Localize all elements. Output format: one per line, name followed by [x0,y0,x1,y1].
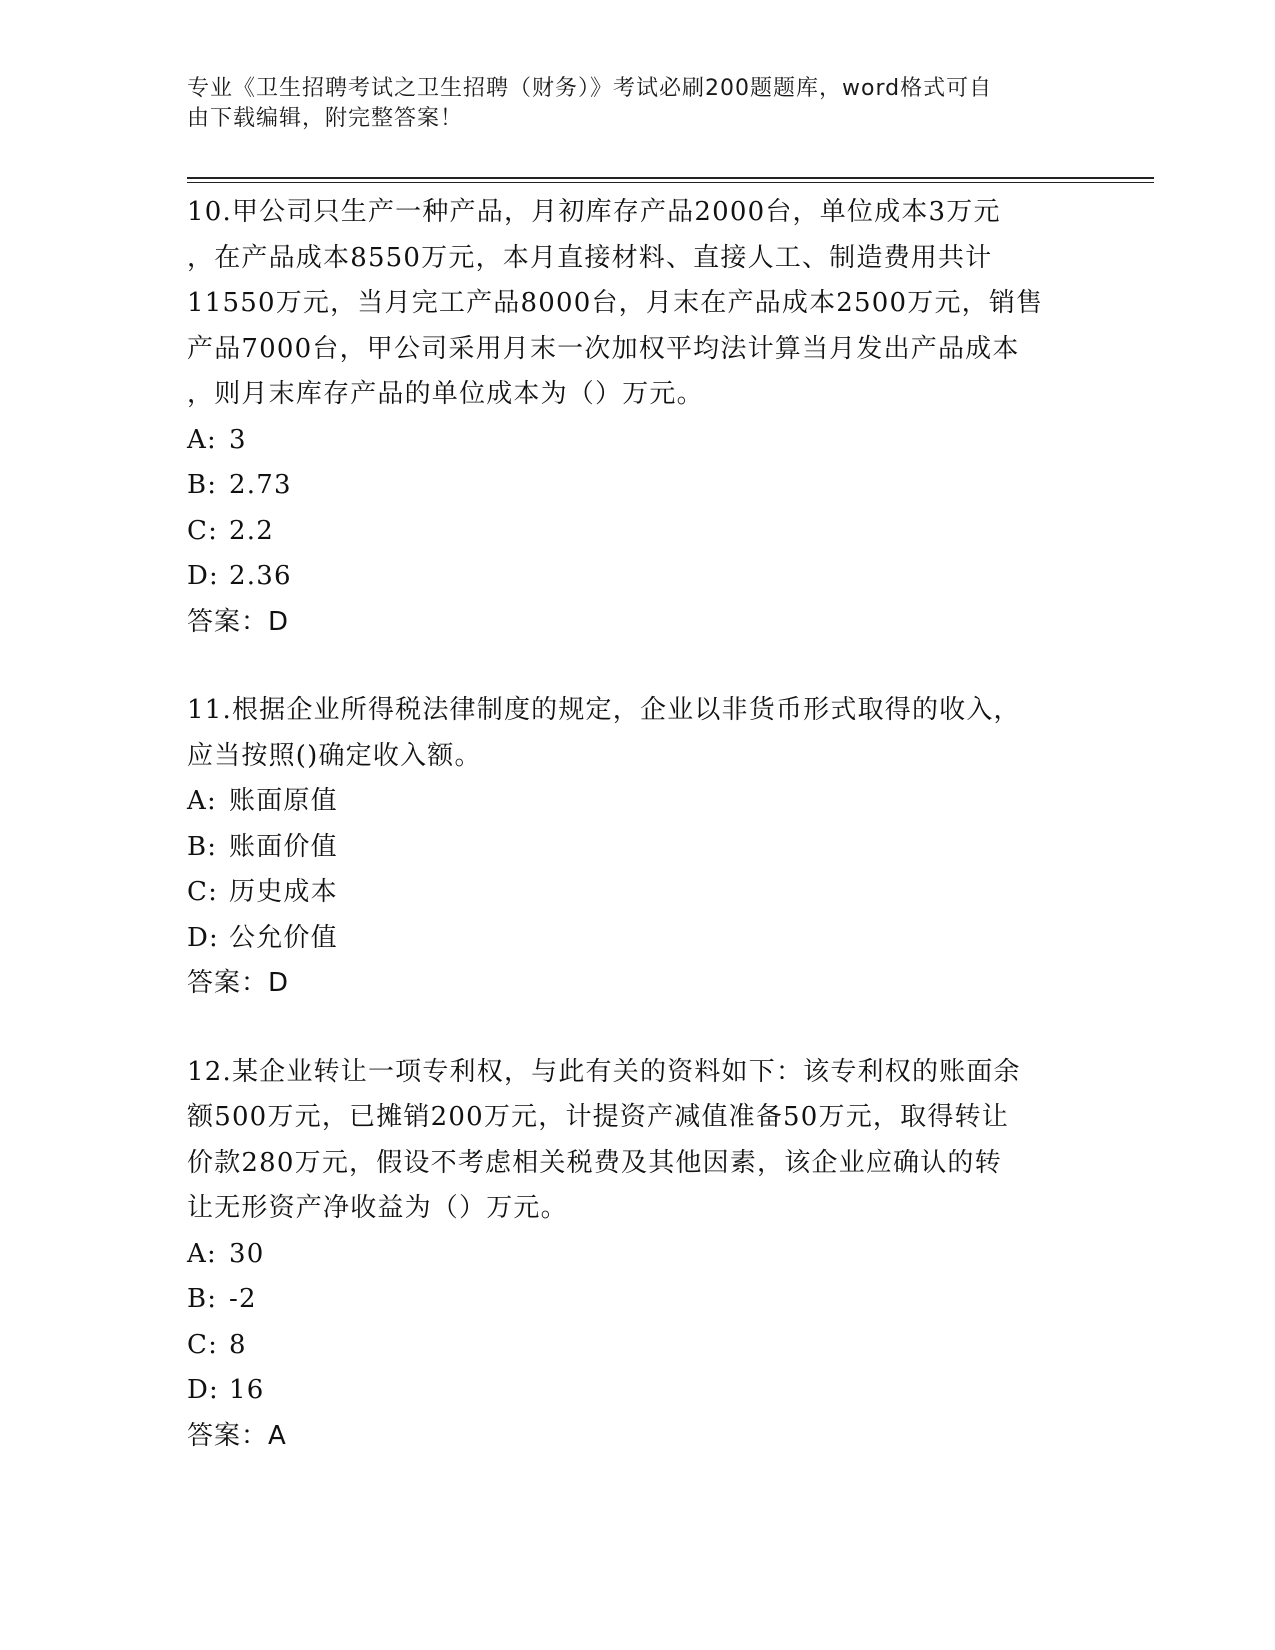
document-header [187,74,1067,134]
option-text: 2.2 [229,515,274,546]
option-b [187,1277,1087,1323]
option-letter: C: [187,877,219,907]
question-list [187,190,1087,1459]
question-12 [187,1050,1087,1460]
option-d [187,1368,1087,1414]
question-text-line: 额500万元，已摊销200万元，计提资产减值准备50万元，取得转让 [187,1102,1009,1132]
option-letter: D: [187,561,220,591]
question-text-line: ，在产品成本8550万元，本月直接材料、直接人工、制造费用共计 [187,242,993,273]
option-text: -2 [229,1284,257,1314]
question-text-line: 10.甲公司只生产一种产品，月初库存产品2000台，单位成本3万元 [187,197,1001,227]
question-text-line: 产品7000台，甲公司采用月末一次加权平均法计算当月发出产品成本 [187,333,1020,364]
option-c [187,509,1087,555]
option-letter: D: [187,922,220,953]
option-text: 2.73 [229,470,292,500]
question-text-line: 12.某企业转让一项专利权，与此有关的资料如下：该专利权的账面余 [187,1056,1021,1087]
option-a [187,1232,1087,1278]
answer-label: 答案：D [187,606,290,637]
option-letter: D: [187,1375,220,1405]
option-text: 账面原值 [229,786,338,816]
option-letter: C: [187,1329,219,1360]
header-line-2: 由下载编辑，附完整答案！ [187,106,464,131]
option-letter: B: [187,1284,218,1314]
option-text: 账面价值 [229,831,338,862]
answer-label: 答案：A [187,1420,287,1451]
option-b [187,825,1087,871]
question-text-line: 11.根据企业所得税法律制度的规定，企业以非货币形式取得的收入， [187,695,1021,725]
option-letter: B: [187,831,218,862]
option-text: 16 [229,1375,265,1405]
option-letter: A: [187,786,217,816]
answer-label: 答案：D [187,968,290,998]
option-letter: A: [187,1238,217,1269]
option-text: 30 [229,1238,265,1269]
question-text-line: 价款280万元，假设不考虑相关税费及其他因素，该企业应确认的转 [187,1147,1002,1178]
option-text: 3 [229,424,247,455]
option-text: 历史成本 [229,877,338,907]
option-letter: A: [187,424,217,455]
option-letter: C: [187,515,219,546]
option-text: 公允价值 [229,922,338,953]
header-divider-thin [187,182,1154,183]
option-d [187,554,1087,600]
option-b [187,463,1087,509]
option-c [187,1323,1087,1369]
question-text-line: ，则月末库存产品的单位成本为（）万元。 [187,379,704,409]
question-text-line: 应当按照()确定收入额。 [187,740,482,771]
question-text-line: 11550万元，当月完工产品8000台，月末在产品成本2500万元，销售 [187,288,1044,318]
header-line-1: 专业《卫生招聘考试之卫生招聘（财务）》考试必刷200题题库，word格式可自 [187,76,993,101]
option-a [187,779,1087,825]
option-a [187,418,1087,464]
question-10 [187,190,1087,645]
question-11 [187,688,1087,1007]
header-divider-thick [187,177,1154,179]
option-letter: B: [187,470,218,500]
option-text: 8 [229,1329,247,1360]
option-text: 2.36 [229,561,292,591]
option-d [187,916,1087,962]
question-text-line: 让无形资产净收益为（）万元。 [187,1193,568,1223]
option-c [187,870,1087,916]
